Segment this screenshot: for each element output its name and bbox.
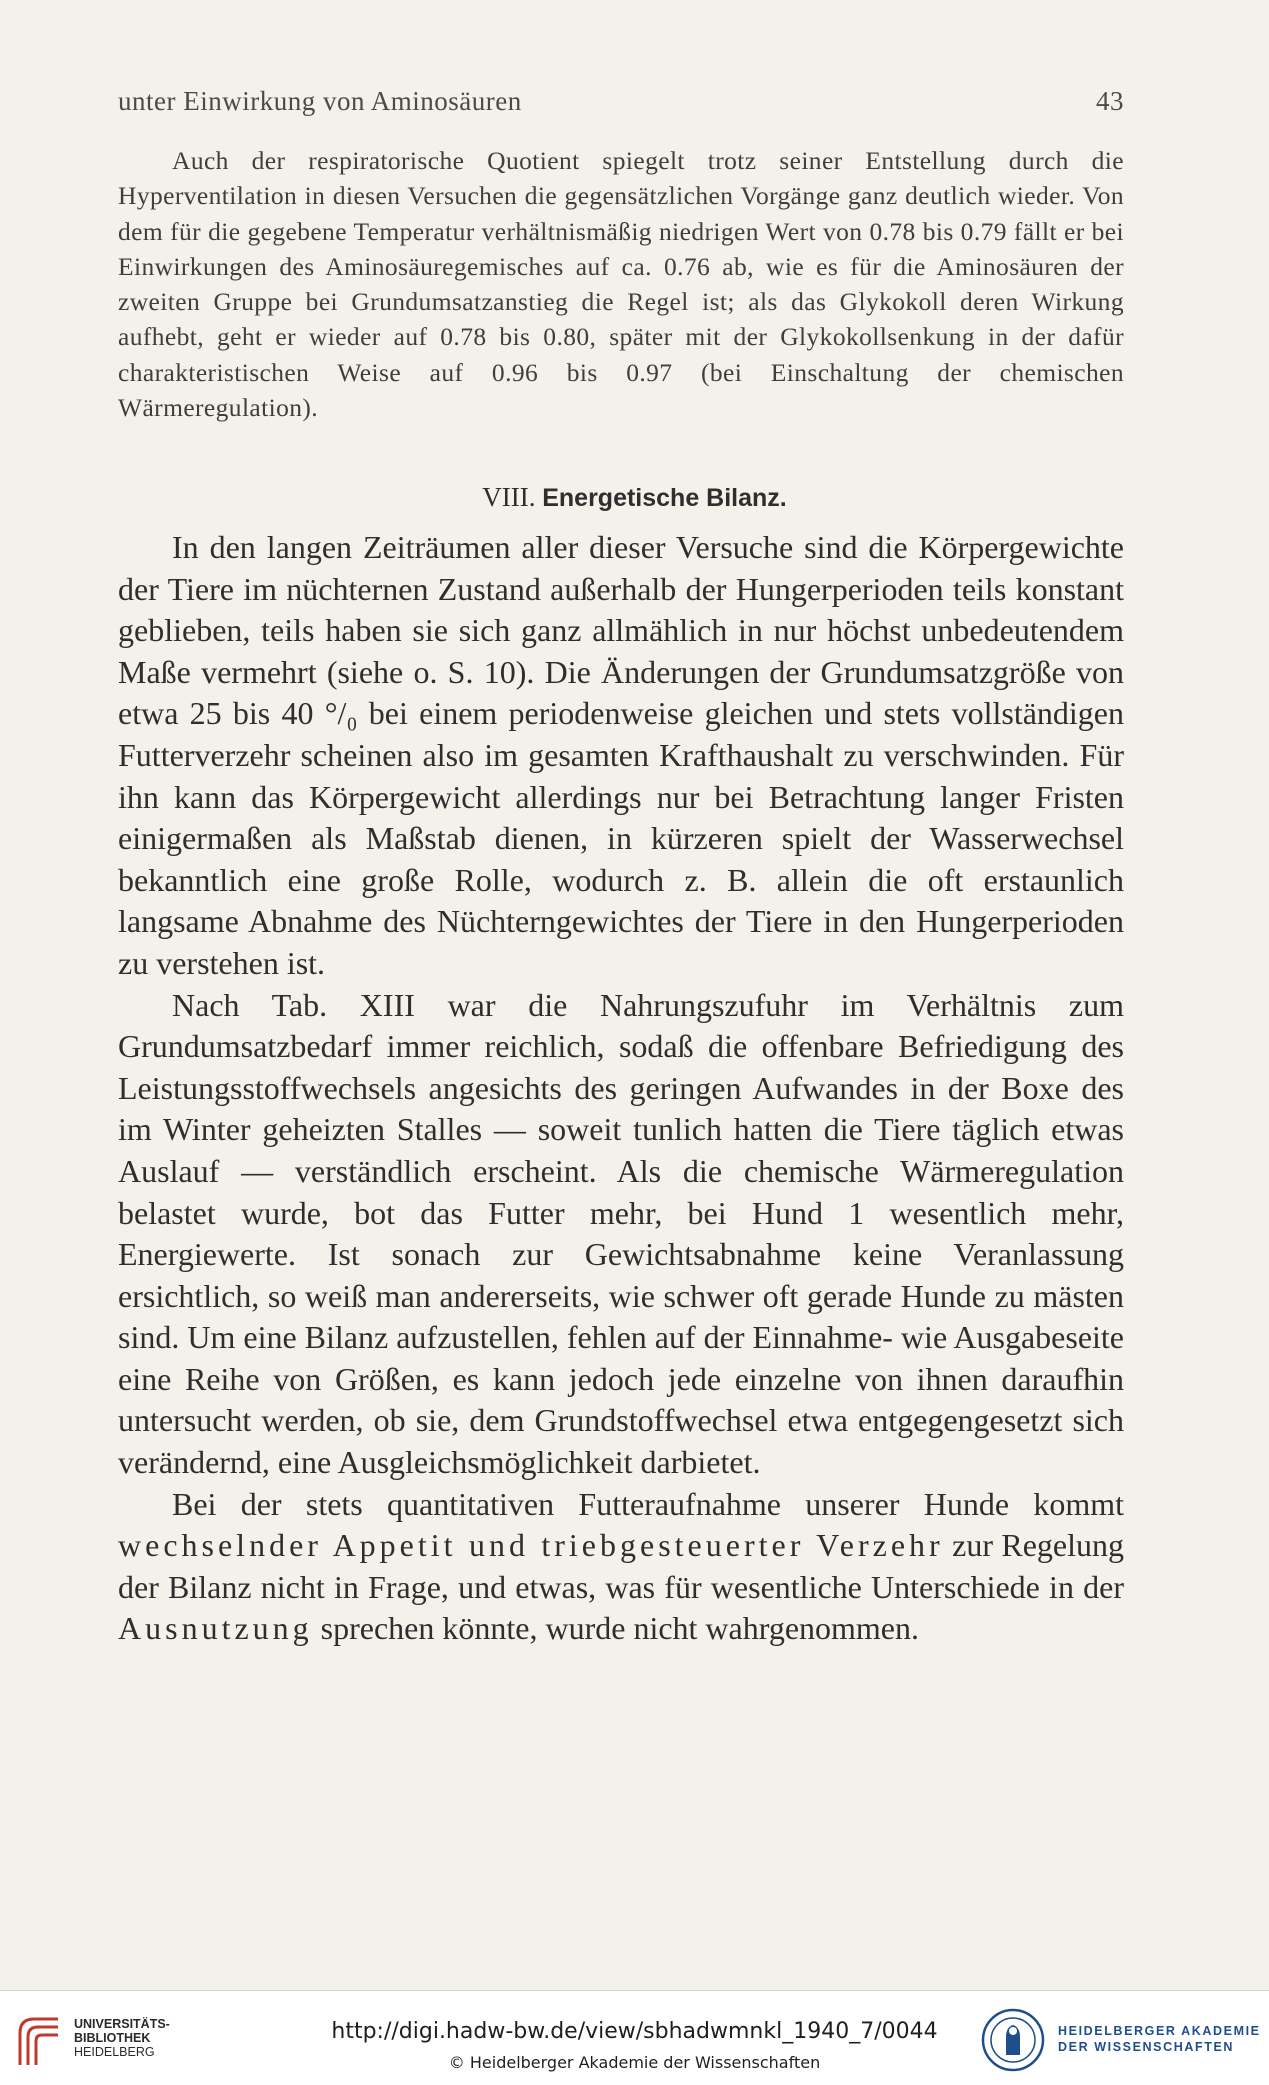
paragraph-1: In den langen Zeiträumen aller dieser Versuche sind die Körpergewichte der Tiere im nüchternen Zustand außerhalb der Hungerperioden teils konstant geblieben, teils haben sie sich ganz allmählich in nur höchst unbedeutendem Maße vermehrt (siehe o. S. 10). Die Änderungen der Grundumsatzgröße von etwa 25 bis 40 °/₀ bei einem periodenweise gleichen und stets vollständigen Futterverzehr scheinen also im gesamten Krafthaushalt zu verschwinden. Für ihn kann das Körpergewicht allerdings nur bei Betrachtung langer Fristen einigermaßen als Maßstab dienen, in kürzeren spielt der Wasserwechsel bekanntlich eine große Rolle, wodurch z. B. allein die oft erstaunlich langsame Abnahme des Nüchterngewichtes der Tiere in den Hungerperioden zu verstehen ist. [118, 529, 1124, 981]
library-line-1: UNIVERSITÄTS- [74, 2017, 170, 2031]
section-heading [0, 482, 1269, 513]
section-number: VIII. [482, 482, 536, 512]
body-text [118, 527, 1124, 1650]
copyright-notice: © Heidelberger Akademie der Wissenschaften [448, 2053, 821, 2072]
paragraph-3-text-b: zur Regelung der Bilanz nicht in Frage, und etwas, was für wesentliche Unterschiede in der [118, 1527, 1125, 1605]
paragraph-3-emphasis-1: wechselnder Appetit und triebgesteuerter Verzehr [118, 1527, 944, 1564]
library-line-3: HEIDELBERG [74, 2045, 155, 2059]
paragraph-3-text-c: sprechen könnte, wurde nicht wahrgenommen. [320, 1610, 919, 1647]
library-line-2: BIBLIOTHEK [74, 2031, 151, 2045]
intro-paragraph: Auch der respiratorische Quotient spiegelt trotz seiner Entstellung durch die Hyperventilation in diesen Versuchen die gegensätzlichen Vorgänge ganz deutlich wieder. Von dem für die gegebene Temperatur verhältnismäßig niedrigen Wert von 0.78 bis 0.79 fällt er bei Einwirkungen des Aminosäuregemisches auf ca. 0.76 ab, wie es für die Aminosäuren der zweiten Gruppe bei Grundumsatzanstieg die Regel ist; als das Glykokoll deren Wirkung aufhebt, geht er wieder auf 0.78 bis 0.80, später mit der Glykokollsenkung in der dafür charakteristischen Weise auf 0.96 bis 0.97 (bei Einschaltung der chemischen Wärmeregulation). [118, 146, 1124, 423]
page-number: 43 [1096, 86, 1124, 116]
academy-seal-icon [978, 2007, 1048, 2073]
academy-name [1058, 2023, 1261, 2055]
intro-paragraph-block [118, 143, 1124, 425]
running-head-title: unter Einwirkung von Aminosäuren [118, 86, 522, 116]
academy-line-2: DER WISSENSCHAFTEN [1058, 2040, 1235, 2054]
paragraph-3-emphasis-2: Ausnutzung [118, 1610, 313, 1647]
permalink-url[interactable]: http://digi.hadw-bw.de/view/sbhadwmnkl_1940_7/0044 [331, 2019, 938, 2044]
footer-bar [0, 1990, 1269, 2085]
paragraph-3 [118, 1484, 1124, 1650]
paragraph-2: Nach Tab. XIII war die Nahrungszufuhr im Verhältnis zum Grundumsatzbedarf immer reichlich, sodaß die offenbare Befriedigung des Leistungsstoffwechsels angesichts des geringen Aufwandes in der Boxe des im Winter geheizten Stalles — soweit tunlich hatten die Tiere täglich etwas Auslauf — verständlich erscheint. Als die chemische Wärmeregulation belastet wurde, bot das Futter mehr, bei Hund 1 wesentlich mehr, Energiewerte. Ist sonach zur Gewichtsabnahme keine Veranlassung ersichtlich, so weiß man andererseits, wie schwer oft gerade Hunde zu mästen sind. Um eine Bilanz aufzustellen, fehlen auf der Einnahme- wie Ausgabeseite eine Reihe von Größen, es kann jedoch jede einzelne von ihnen daraufhin untersucht werden, ob sie, dem Grundstoffwechsel etwa entgegengesetzt sich verändernd, eine Ausgleichsmöglichkeit darbietet. [118, 986, 1124, 1481]
section-title: Energetische Bilanz. [542, 484, 787, 512]
academy-line-1: HEIDELBERGER AKADEMIE [1058, 2024, 1261, 2038]
paragraph-3-text-a: Bei der stets quantitativen Futteraufnahme unserer Hunde kommt [172, 1485, 1124, 1522]
